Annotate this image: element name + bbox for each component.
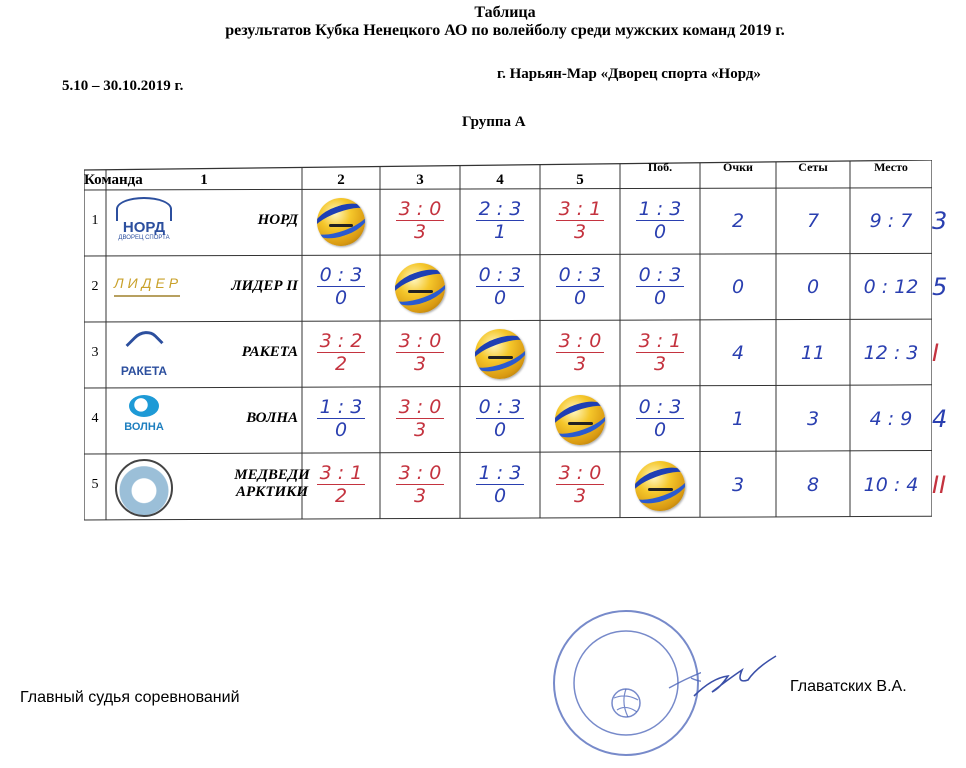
group-label: Группа А (462, 114, 526, 130)
points-value: 8 (806, 473, 820, 496)
team-logo-text: РАКЕТА (120, 364, 168, 378)
match-score: 3 : 0 (398, 395, 442, 418)
sets-value: 10 : 4 (863, 473, 919, 496)
results-table (84, 160, 948, 520)
match-points: 0 (653, 287, 667, 309)
place-value: II (932, 470, 947, 499)
points-value: 7 (806, 209, 820, 232)
match-score: 3 : 0 (558, 329, 602, 352)
team-logo-icon (114, 263, 183, 314)
match-score: 1 : 3 (319, 395, 363, 418)
wins-value: 4 (731, 341, 745, 364)
match-result (620, 330, 700, 376)
team-name: ЛИДЕР II (231, 277, 298, 294)
match-result (620, 264, 700, 310)
row-number: 4 (91, 410, 99, 426)
volleyball-icon (635, 461, 685, 511)
match-result (302, 330, 380, 376)
volleyball-icon (317, 198, 365, 246)
match-points: 2 (334, 485, 348, 507)
match-result (460, 396, 540, 442)
chief-judge-label: Главный судья соревнований (20, 689, 240, 706)
team-name: ВОЛНА (246, 409, 298, 426)
match-result (540, 462, 620, 508)
header-sets: Сеты (798, 160, 828, 174)
tournament-dates: 5.10 – 30.10.2019 г. (62, 78, 184, 94)
match-points: 0 (573, 287, 587, 309)
team-name-line2: АРКТИКИ (235, 483, 308, 500)
match-points: 0 (653, 419, 667, 441)
match-points: 3 (413, 419, 427, 441)
grid-line (84, 451, 932, 455)
match-score: 3 : 0 (398, 197, 442, 220)
match-score: 1 : 3 (638, 197, 682, 220)
match-points: 0 (493, 485, 507, 507)
match-result (380, 396, 460, 442)
match-score: 3 : 0 (558, 461, 602, 484)
document-subtitle: результатов Кубка Ненецкого АО по волейболу среди мужских команд 2019 г. (225, 22, 785, 39)
match-score: 3 : 1 (558, 197, 602, 220)
match-points: 3 (413, 485, 427, 507)
match-result (380, 462, 460, 508)
team-logo-icon (114, 395, 174, 446)
match-result (380, 198, 460, 244)
match-points: 3 (573, 353, 587, 375)
place-value: I (932, 338, 940, 367)
grid-line (84, 253, 932, 256)
match-points: 1 (493, 221, 507, 243)
match-result (302, 462, 380, 508)
match-score: 3 : 2 (319, 329, 363, 352)
team-logo-text: НОРД (122, 219, 166, 236)
row-number: 1 (91, 212, 99, 228)
header-wins: Поб. (647, 160, 673, 174)
signature-icon (690, 648, 780, 708)
match-result (620, 198, 700, 244)
match-points: 0 (653, 221, 667, 243)
points-value: 3 (806, 407, 820, 430)
match-points: 0 (493, 287, 507, 309)
row-number: 2 (91, 278, 99, 294)
official-stamp (551, 608, 701, 758)
points-value: 0 (806, 275, 820, 298)
header-col-4: 4 (496, 172, 504, 188)
match-score: 0 : 3 (558, 263, 602, 286)
sets-value: 4 : 9 (869, 407, 913, 430)
match-score: 3 : 1 (319, 461, 363, 484)
header-points: Очки (723, 160, 753, 174)
grid-line (84, 516, 932, 520)
team-logo-text: ЛИДЕР (114, 275, 183, 291)
sets-value: 12 : 3 (863, 341, 919, 364)
match-score: 0 : 3 (319, 263, 363, 286)
match-result (540, 264, 620, 310)
volleyball-icon (395, 263, 445, 313)
wins-value: 0 (731, 275, 745, 298)
header-team: Команда (84, 172, 143, 188)
points-value: 11 (800, 341, 826, 364)
volleyball-icon (475, 329, 525, 379)
match-score: 0 : 3 (478, 395, 522, 418)
match-score: 1 : 3 (478, 461, 522, 484)
team-logo-subtext: ДВОРЕЦ СПОРТА (118, 235, 170, 241)
match-score: 3 : 0 (398, 461, 442, 484)
wins-value: 1 (731, 407, 745, 430)
match-score: 2 : 3 (478, 197, 522, 220)
match-score: 0 : 3 (638, 263, 682, 286)
match-points: 3 (653, 353, 667, 375)
row-number: 3 (91, 344, 99, 360)
place-value: 3 (932, 206, 948, 235)
match-points: 3 (413, 221, 427, 243)
team-logo-icon (114, 329, 174, 380)
wins-value: 3 (731, 473, 745, 496)
wins-value: 2 (731, 209, 745, 232)
team-name: РАКЕТА (241, 343, 298, 360)
header-col-2: 2 (337, 172, 345, 188)
match-points: 2 (334, 353, 348, 375)
place-value: 4 (932, 404, 948, 433)
match-result (540, 330, 620, 376)
match-result (460, 198, 540, 244)
tournament-venue: г. Нарьян-Мар «Дворец спорта «Норд» (497, 66, 761, 82)
team-logo-icon (114, 197, 174, 248)
match-result (540, 198, 620, 244)
match-result (302, 264, 380, 310)
volleyball-icon (555, 395, 605, 445)
match-result (460, 462, 540, 508)
match-points: 3 (573, 485, 587, 507)
row-number: 5 (91, 476, 99, 492)
match-score: 3 : 1 (638, 329, 682, 352)
team-logo-icon (114, 461, 174, 512)
match-result (380, 330, 460, 376)
match-score: 0 : 3 (478, 263, 522, 286)
team-logo-text: ВОЛНА (124, 421, 164, 433)
header-place: Место (874, 160, 908, 174)
header-col-5: 5 (576, 172, 584, 188)
match-points: 0 (334, 287, 348, 309)
grid-line (84, 385, 932, 388)
header-col-1: 1 (200, 172, 208, 188)
team-name-line1: МЕДВЕДИ (234, 466, 310, 483)
match-result (460, 264, 540, 310)
grid-line (84, 319, 932, 322)
match-score: 3 : 0 (398, 329, 442, 352)
match-points: 0 (334, 419, 348, 441)
match-result (620, 396, 700, 442)
place-value: 5 (932, 272, 948, 301)
sets-value: 0 : 12 (863, 275, 919, 298)
match-points: 3 (413, 353, 427, 375)
match-points: 3 (573, 221, 587, 243)
sets-value: 9 : 7 (869, 209, 913, 232)
match-score: 0 : 3 (638, 395, 682, 418)
team-name: НОРД (257, 211, 298, 228)
document-title: Таблица (474, 4, 536, 21)
match-result (302, 396, 380, 442)
chief-judge-name: Главатских В.А. (790, 678, 907, 695)
match-points: 0 (493, 419, 507, 441)
header-col-3: 3 (416, 172, 424, 188)
